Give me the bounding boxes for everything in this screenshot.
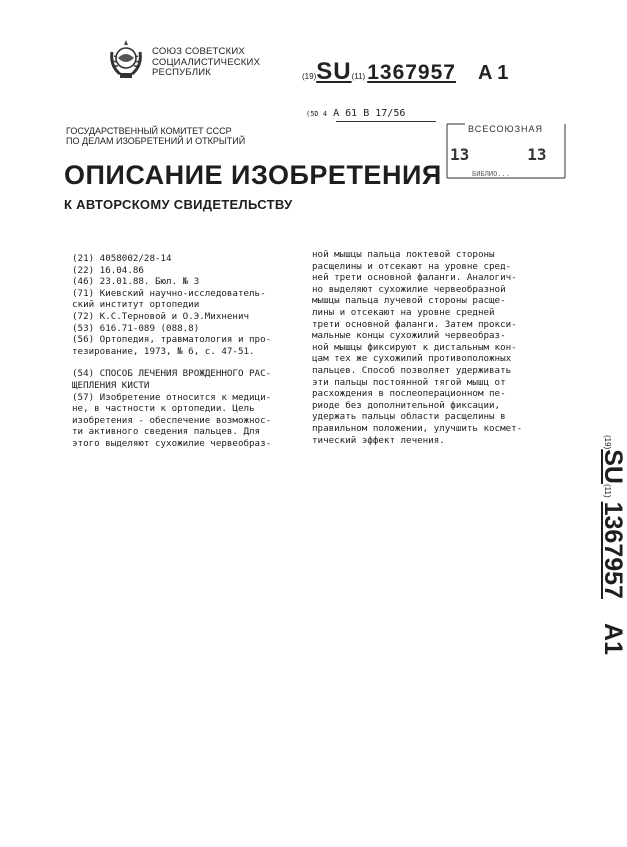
biblio-line: (22) 16.04.86 <box>72 264 144 276</box>
abstract-line: мышцы пальца лучевой стороны расще- <box>312 295 506 307</box>
abstract-line: ти активного сведения пальцев. Для <box>72 426 261 438</box>
abstract-line: лины и отсекают на уровне средней <box>312 306 495 318</box>
abstract-line: но выделяют сухожилие червеобразной <box>312 283 506 295</box>
abstract-line: ней трети основной фаланги. Аналогич- <box>312 272 517 284</box>
invention-title-line: (54) СПОСОБ ЛЕЧЕНИЯ ВРОЖДЕННОГО РАС- <box>72 368 272 380</box>
side-patent-number: 1367957 <box>599 501 627 599</box>
ipc-code-label: (5D 4 <box>306 110 328 118</box>
right-column <box>312 249 538 446</box>
abstract-line: расхождения в послеоперационном пе- <box>312 388 506 400</box>
abstract-line: риоде без дополнительной фиксации, <box>312 399 501 411</box>
country-code-label: (19) <box>302 72 317 81</box>
abstract-line: расщелины и отсекают на уровне сред- <box>312 260 512 272</box>
kind-code: A 1 <box>477 62 509 84</box>
stamp-number-right: 13 <box>527 145 547 164</box>
abstract-line: пальцев. Способ позволяет удерживать <box>312 364 512 376</box>
abstract-line: (57) Изобретение относится к медици- <box>72 391 272 403</box>
biblio-line: (71) Киевский научно-исследователь- <box>72 287 266 299</box>
stamp-number <box>450 145 547 164</box>
side-kind-code: A1 <box>599 622 627 655</box>
document-subtitle: К АВТОРСКОМУ СВИДЕТЕЛЬСТВУ <box>64 197 293 212</box>
left-column <box>72 253 304 450</box>
number-code-label: (11) <box>351 72 366 81</box>
biblio-line: тезирование, 1973, № 6, с. 47-51. <box>72 345 255 357</box>
side-country-code: SU <box>599 449 627 484</box>
abstract-line: ной мышцы пальца локтевой стороны <box>312 249 495 260</box>
abstract-line: изобретения - обеспечение возможнос- <box>72 414 272 426</box>
abstract-line: удержать пальцы области расщелины в <box>312 411 506 423</box>
biblio-line: (46) 23.01.88. Бюл. № 3 <box>72 276 200 288</box>
patent-number: 1367957 <box>367 61 456 84</box>
committee-line: ПО ДЕЛАМ ИЗОБРЕТЕНИЙ И ОТКРЫТИЙ <box>66 136 246 146</box>
document-title: ОПИСАНИЕ ИЗОБРЕТЕНИЯ <box>64 160 442 190</box>
state-line: СОЮЗ СОВЕТСКИХ <box>152 46 245 57</box>
state-name <box>152 47 260 79</box>
side-country-code-label: (19) <box>603 435 612 450</box>
state-line: СОЦИАЛИСТИЧЕСКИХ <box>152 56 261 68</box>
biblio-line: ский институт ортопедии <box>72 299 200 311</box>
side-document-number <box>597 435 627 679</box>
ussr-emblem-icon <box>108 38 144 80</box>
abstract-line: мальные концы сухожилий червеобраз- <box>312 330 506 342</box>
invention-title-line: ЩЕПЛЕНИЯ КИСТИ <box>72 379 150 391</box>
ipc-value: A 61 B 17/56 <box>333 108 406 119</box>
abstract-line: тический эффект лечения. <box>312 434 445 446</box>
committee-line: ГОСУДАРСТВЕННЫЙ КОМИТЕТ СССР <box>66 126 232 136</box>
abstract-line: не, в частности к ортопедии. Цель <box>72 403 255 415</box>
stamp-small-text: БИБЛИО... <box>472 170 510 178</box>
stamp-number-left: 13 <box>450 145 470 164</box>
abstract-line: трети основной фаланги. Затем прокси- <box>312 318 517 330</box>
abstract-line: правильном положении, улучшить космет- <box>312 422 523 434</box>
ipc-underline <box>336 121 436 122</box>
side-number-code-label: (11) <box>603 483 612 498</box>
abstract-line: этого выделяют сухожилие червеобраз- <box>72 437 272 449</box>
abstract-line: ной мышцы фиксируют к дистальным кон- <box>312 341 517 353</box>
abstract-line: эти пальцы постоянной тягой мышц от <box>312 376 506 388</box>
abstract-line: цам тех же сухожилий противоположных <box>312 353 512 365</box>
country-code: SU <box>316 58 352 85</box>
biblio-line: (21) 4058002/28-14 <box>72 253 172 264</box>
biblio-line: (72) К.С.Терновой и О.Э.Михненич <box>72 310 250 322</box>
biblio-line: (53) 616.71-089 (088.8) <box>72 322 200 334</box>
committee-name <box>66 126 245 146</box>
biblio-line: (56) Ортопедия, травматология и про- <box>72 334 272 346</box>
state-line: РЕСПУБЛИК <box>152 67 212 78</box>
ipc-classification <box>306 108 405 119</box>
document-number-header <box>302 58 508 88</box>
stamp-title: ВСЕСОЮЗНАЯ <box>468 124 544 134</box>
